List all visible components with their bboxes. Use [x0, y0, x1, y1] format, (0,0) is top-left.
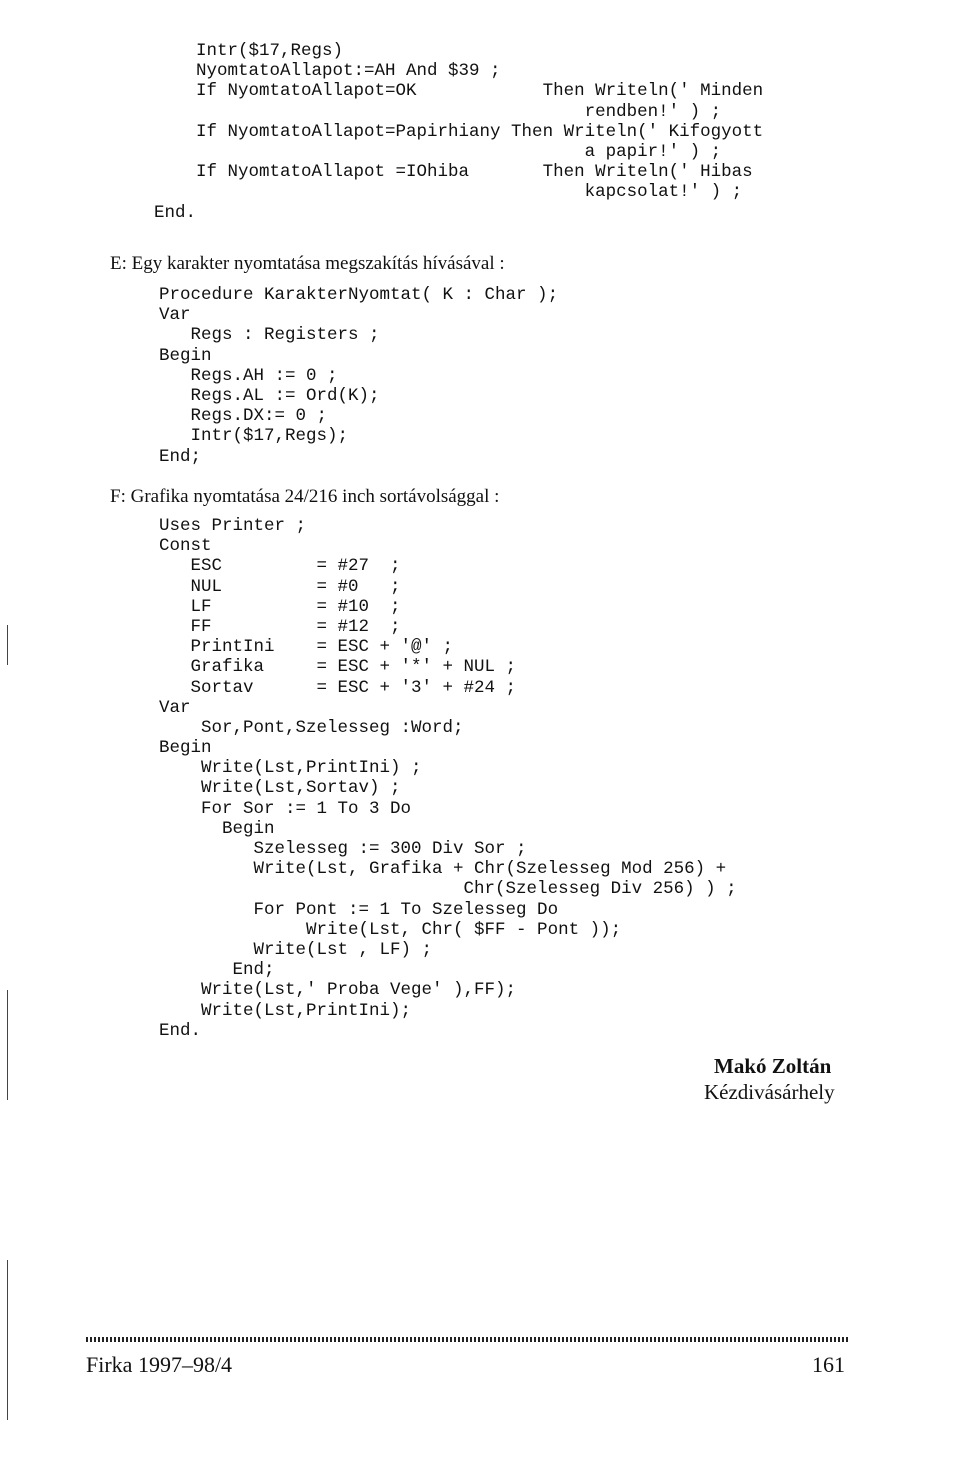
- code-line: a papir!' ) ;: [154, 141, 722, 162]
- code-line: kapcsolat!' ) ;: [154, 182, 743, 203]
- code-line: Intr($17,Regs);: [159, 426, 349, 447]
- code-line: FF = #12 ;: [159, 616, 401, 637]
- code-line: NyomtatoAllapot:=AH And $39 ;: [154, 61, 501, 82]
- code-line: LF = #10 ;: [159, 596, 401, 617]
- code-line: Regs : Registers ;: [159, 325, 380, 346]
- code-line: Write(Lst , LF) ;: [159, 939, 433, 960]
- code-line: For Pont := 1 To Szelesseg Do: [159, 899, 559, 920]
- heading-section-e: E: Egy karakter nyomtatása megszakítás hívásával :: [110, 253, 505, 274]
- code-line: For Sor := 1 To 3 Do: [159, 798, 412, 819]
- code-line: Write(Lst,PrintIni);: [159, 1000, 412, 1021]
- code-line: Var: [159, 697, 191, 718]
- author-name: Makó Zoltán: [714, 1054, 832, 1078]
- code-line: Sor,Pont,Szelesseg :Word;: [159, 717, 464, 738]
- code-line: Const: [159, 536, 212, 557]
- footer-separator: [86, 1337, 848, 1342]
- code-line: rendben!' ) ;: [154, 101, 722, 122]
- code-line: Write(Lst,Sortav) ;: [159, 778, 401, 799]
- code-line: Regs.AH := 0 ;: [159, 365, 338, 386]
- code-line: Write(Lst,' Proba Vege' ),FF);: [159, 980, 517, 1001]
- code-line: Regs.DX:= 0 ;: [159, 406, 328, 427]
- code-line: End;: [159, 446, 202, 467]
- code-line: Intr($17,Regs): [154, 41, 344, 61]
- code-line: Chr(Szelesseg Div 256) ) ;: [159, 879, 737, 900]
- code-line: If NyomtatoAllapot=Papirhiany Then Writeln(' Kifogyott: [154, 121, 764, 142]
- code-line: Szelesseg := 300 Div Sor ;: [159, 839, 527, 859]
- code-line: End;: [159, 960, 275, 981]
- code-block-graphics-print: [159, 516, 737, 1041]
- author-place: Kézdivásárhely: [704, 1080, 835, 1104]
- footer-page-number: 161: [812, 1352, 845, 1377]
- code-line: NUL = #0 ;: [159, 576, 401, 597]
- margin-line-a: [7, 625, 8, 665]
- code-line: Procedure KarakterNyomtat( K : Char );: [159, 285, 559, 305]
- code-line: Sortav = ESC + '3' + #24 ;: [159, 677, 517, 698]
- code-block-character-print: [159, 285, 558, 467]
- code-line: Write(Lst, Grafika + Chr(Szelesseg Mod 256) +: [159, 859, 727, 880]
- code-line: End.: [154, 202, 197, 223]
- code-line: End.: [159, 1020, 202, 1041]
- code-line: Regs.AL := Ord(K);: [159, 385, 380, 406]
- code-line: Begin: [159, 818, 275, 839]
- code-line: ESC = #27 ;: [159, 556, 401, 577]
- margin-line-c: [7, 1260, 8, 1420]
- code-line: Write(Lst,PrintIni) ;: [159, 758, 422, 779]
- code-line: Uses Printer ;: [159, 516, 307, 536]
- code-line: Grafika = ESC + '*' + NUL ;: [159, 657, 517, 678]
- margin-line-b: [7, 990, 8, 1100]
- code-line: If NyomtatoAllapot =IOhiba Then Writeln(' Hibas: [154, 162, 753, 183]
- code-line: Write(Lst, Chr( $FF - Pont ));: [159, 919, 622, 940]
- code-line: PrintIni = ESC + '@' ;: [159, 637, 454, 658]
- heading-section-f: F: Grafika nyomtatása 24/216 inch sortávolsággal :: [110, 486, 500, 507]
- code-line: Begin: [159, 738, 212, 759]
- code-line: Begin: [159, 345, 212, 366]
- footer-journal: Firka 1997–98/4: [86, 1352, 233, 1377]
- code-line: Var: [159, 305, 191, 326]
- code-line: If NyomtatoAllapot=OK Then Writeln(' Minden: [154, 81, 764, 102]
- code-block-printer-status: [154, 41, 763, 223]
